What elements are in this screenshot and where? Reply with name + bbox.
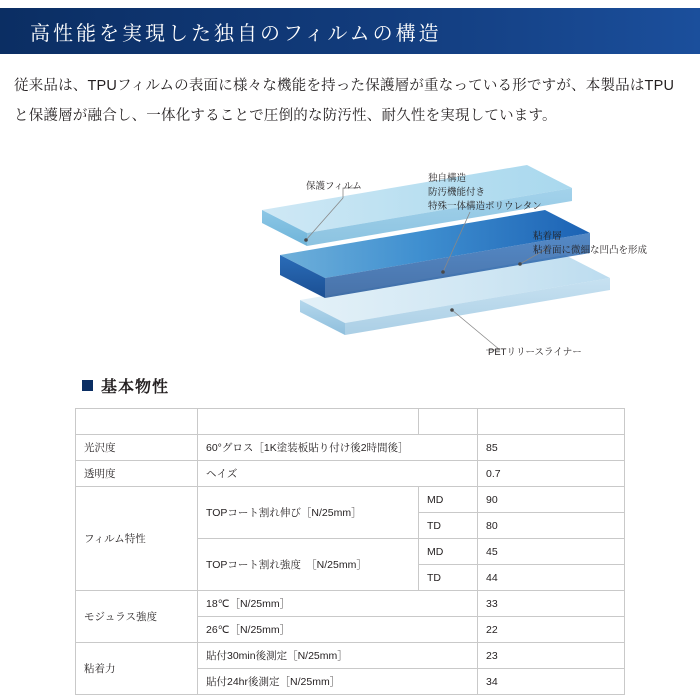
row-condition: 60°グロス［1K塗装板貼り付け後2時間後］ <box>198 435 478 461</box>
table-header-blank-2 <box>198 409 419 435</box>
section-heading-basic-properties <box>82 374 169 397</box>
table-header-blank-3 <box>419 409 478 435</box>
row-condition: 18℃［N/25mm］ <box>198 591 478 617</box>
row-category: モジュラス強度 <box>76 591 198 643</box>
row-value: 23 <box>478 643 625 669</box>
table-row <box>76 435 625 461</box>
row-direction: MD <box>419 487 478 513</box>
header-banner <box>0 8 700 54</box>
row-condition: TOPコート割れ強度 ［N/25mm］ <box>198 539 419 591</box>
square-bullet-icon <box>82 380 93 391</box>
table-header-product: ECHELON Headlight PPF <box>478 409 625 435</box>
row-category: 光沢度 <box>76 435 198 461</box>
row-condition: 26℃［N/25mm］ <box>198 617 478 643</box>
row-value: 44 <box>478 565 625 591</box>
row-value: 33 <box>478 591 625 617</box>
label-adhesive-layer-line1: 粘着層 <box>533 231 562 242</box>
row-value: 80 <box>478 513 625 539</box>
row-category: 粘着力 <box>76 643 198 695</box>
film-structure-diagram <box>0 160 700 372</box>
table-header-row <box>76 409 625 435</box>
spec-table <box>75 408 625 695</box>
label-adhesive-layer-line2: 粘着面に微細な凹凸を形成 <box>533 244 648 256</box>
page-title: 高性能を実現した独自のフィルムの構造 <box>30 22 442 45</box>
table-header-blank-1 <box>76 409 198 435</box>
row-value: 34 <box>478 669 625 695</box>
row-condition: ヘイズ <box>198 461 478 487</box>
table-row <box>76 643 625 669</box>
label-unique-structure-line1: 独自構造 <box>428 173 467 184</box>
row-condition: 貼付30min後測定［N/25mm］ <box>198 643 478 669</box>
row-category: 透明度 <box>76 461 198 487</box>
lead-paragraph: 従来品は、TPUフィルムの表面に様々な機能を持った保護層が重なっている形ですが、本製品はTPUと保護層が融合し、一体化することで圧倒的な防汚性、耐久性を実現しています。 <box>14 78 675 124</box>
section-heading-label: 基本物性 <box>101 379 170 396</box>
table-row <box>76 461 625 487</box>
row-direction: MD <box>419 539 478 565</box>
label-unique-structure-line2: 防汚機能付き <box>428 186 486 198</box>
row-value: 0.7 <box>478 461 625 487</box>
table-row <box>76 487 625 513</box>
label-protective-film: 保護フィルム <box>306 181 362 192</box>
row-direction: TD <box>419 513 478 539</box>
row-condition: 貼付24hr後測定［N/25mm］ <box>198 669 478 695</box>
spec-table-wrapper <box>75 408 625 695</box>
row-value: 90 <box>478 487 625 513</box>
row-value: 85 <box>478 435 625 461</box>
label-pet-release-liner: PETリリースライナー <box>488 347 582 358</box>
table-row <box>76 591 625 617</box>
row-value: 22 <box>478 617 625 643</box>
row-category: フィルム特性 <box>76 487 198 591</box>
label-unique-structure <box>428 172 542 213</box>
label-adhesive-layer <box>533 230 647 258</box>
label-unique-structure-line3: 特殊一体構造ポリウレタン <box>428 200 542 212</box>
row-condition: TOPコート割れ伸び［N/25mm］ <box>198 487 419 539</box>
row-value: 45 <box>478 539 625 565</box>
row-direction: TD <box>419 565 478 591</box>
